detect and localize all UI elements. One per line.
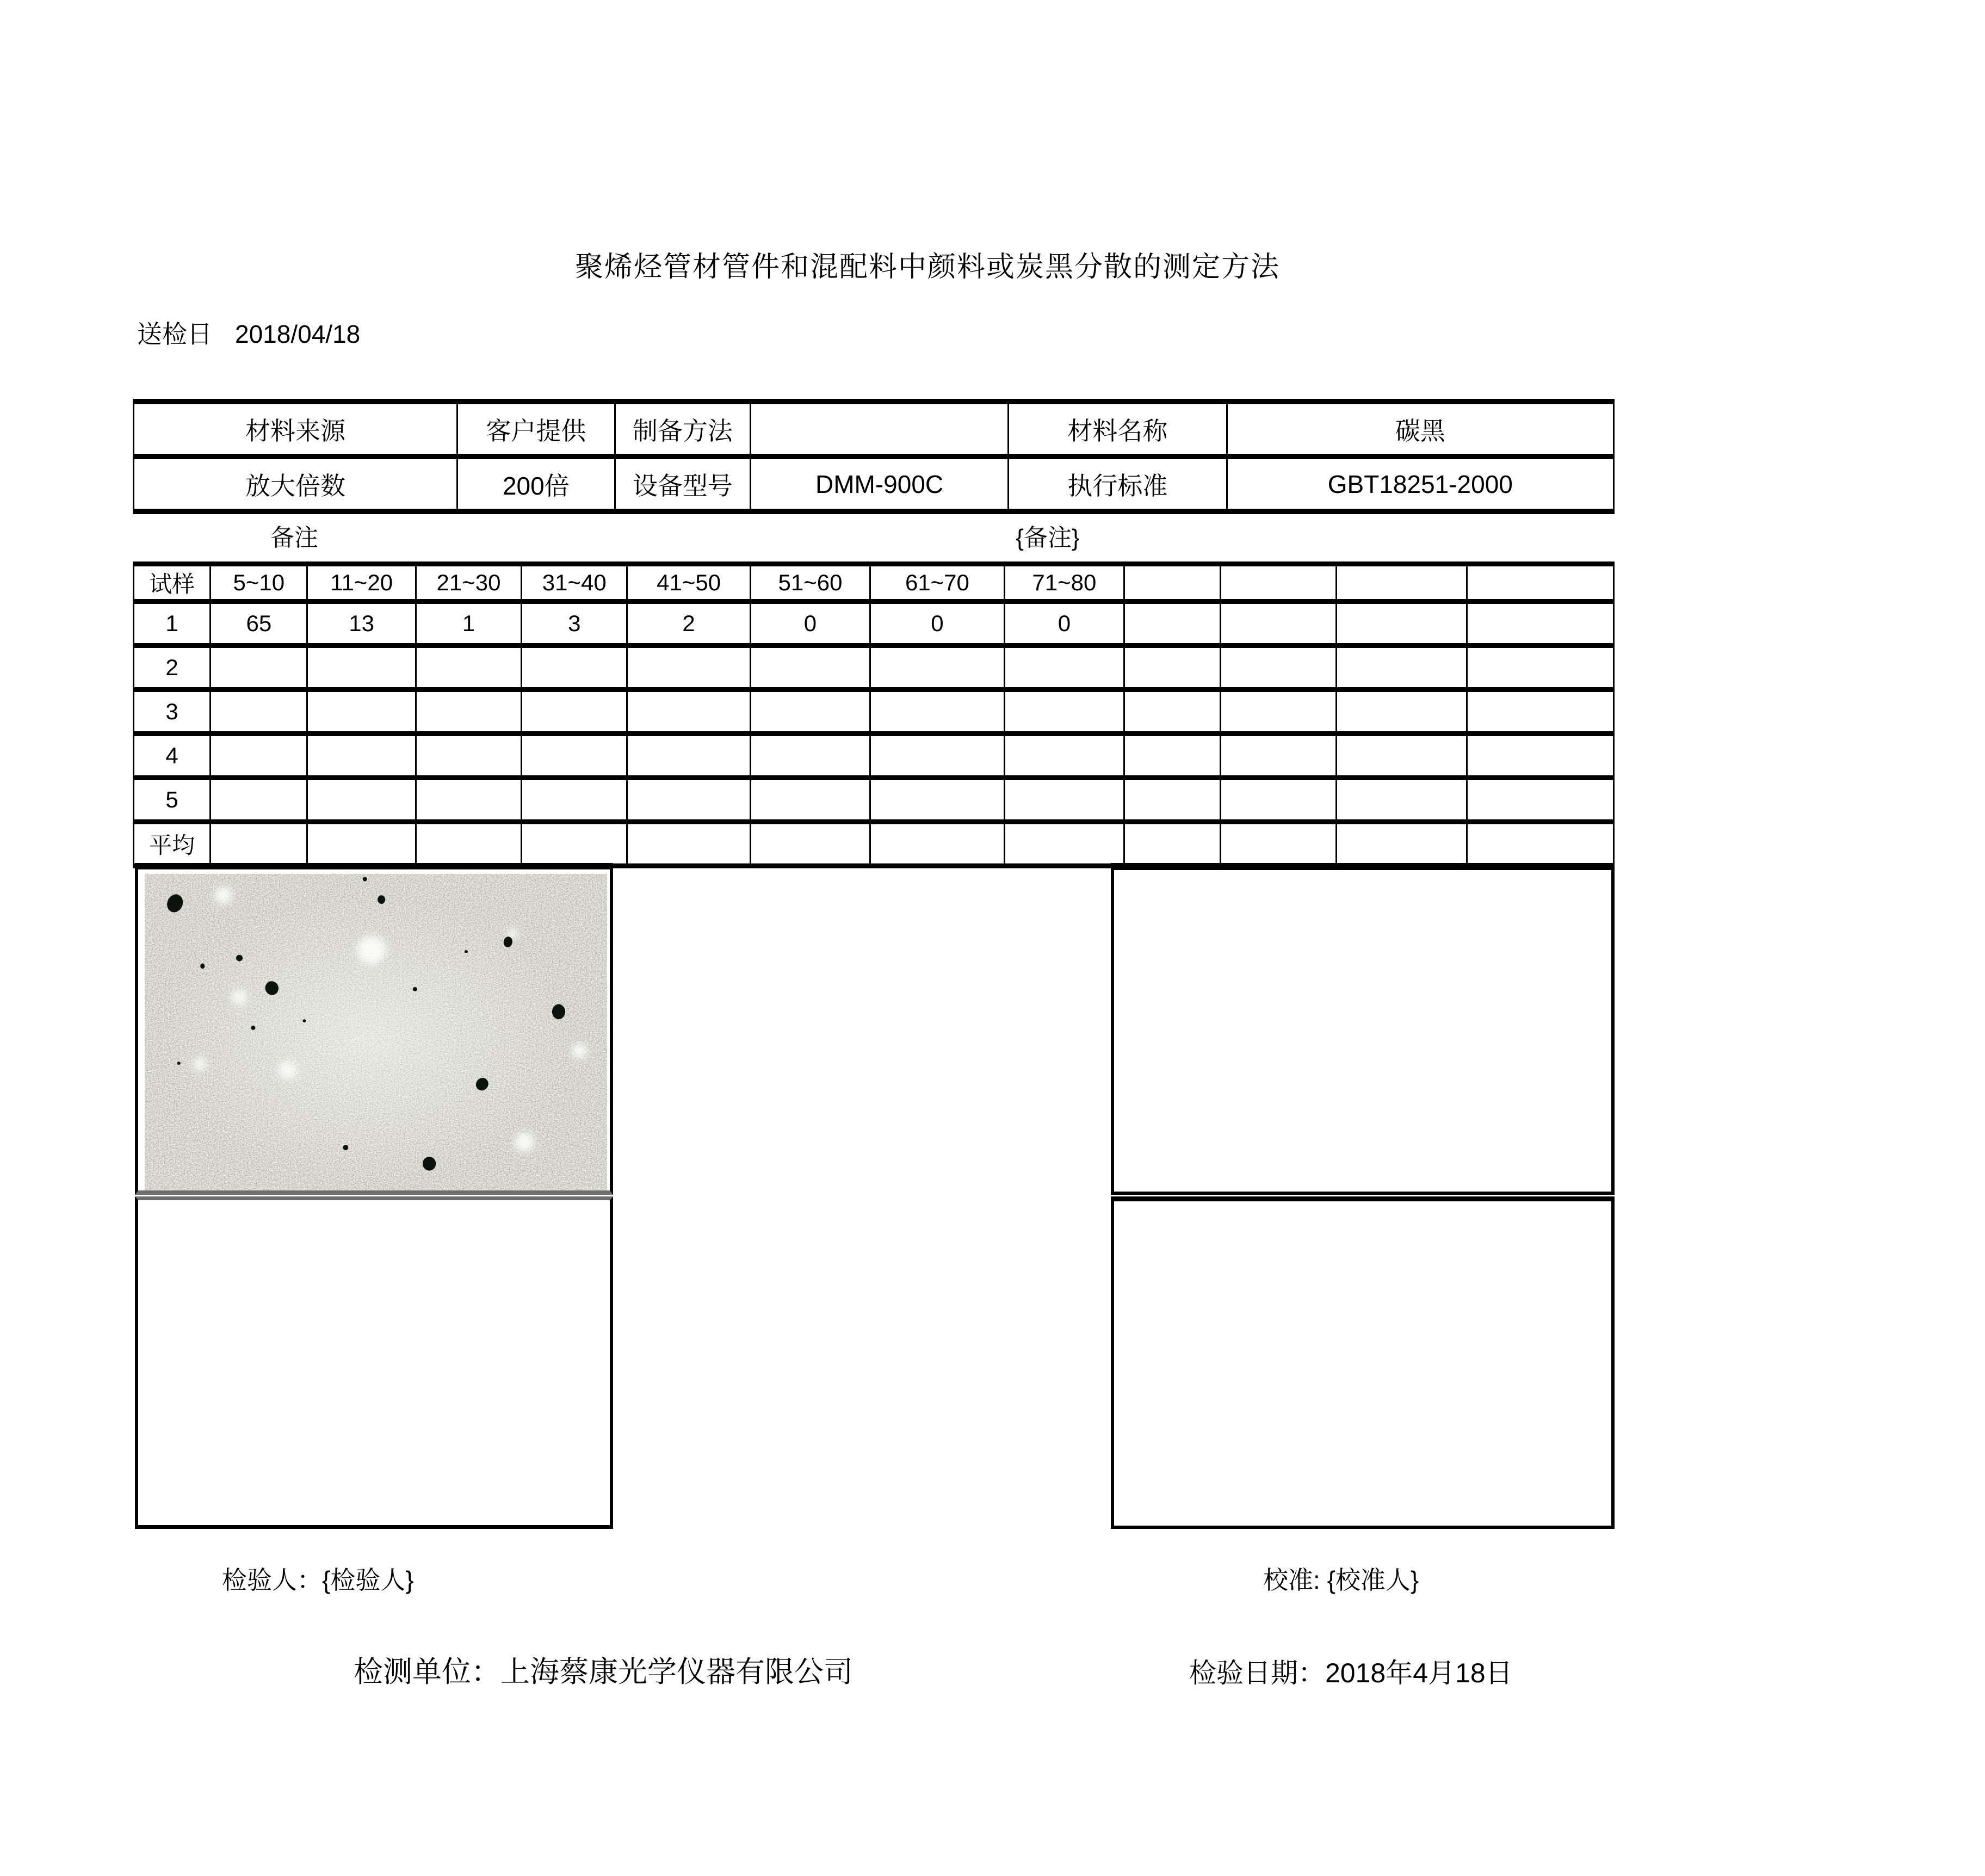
testing-unit-line xyxy=(354,1649,853,1690)
inspector-value: {检验人} xyxy=(322,1566,414,1594)
info-label-magnification: 放大倍数 xyxy=(134,456,457,511)
data-cell xyxy=(1124,778,1221,822)
row-label: 1 xyxy=(134,602,211,646)
header-cell-range: 71~80 xyxy=(1004,564,1124,602)
data-cell: 2 xyxy=(627,602,750,646)
data-table-row xyxy=(134,602,1614,646)
data-table-header-row xyxy=(134,564,1614,602)
data-cell xyxy=(750,734,870,778)
micrograph-box xyxy=(135,863,613,1195)
data-cell xyxy=(870,690,1005,734)
data-cell xyxy=(1467,778,1614,822)
right-empty-box-bottom xyxy=(1111,1196,1615,1529)
data-cell xyxy=(1004,822,1124,866)
data-cell xyxy=(522,778,627,822)
inspection-date-line xyxy=(1189,1651,1513,1690)
data-cell xyxy=(1336,602,1467,646)
data-cell xyxy=(870,822,1005,866)
data-cell xyxy=(1221,822,1336,866)
data-cell xyxy=(307,646,416,690)
info-label-device-model: 设备型号 xyxy=(615,456,751,511)
data-cell xyxy=(750,646,870,690)
remark-label: 备注 xyxy=(270,524,318,551)
info-value-device-model: DMM-900C xyxy=(751,456,1009,511)
info-label-material-source: 材料来源 xyxy=(134,402,457,456)
row-label-average: 平均 xyxy=(134,822,211,866)
data-cell xyxy=(1467,822,1614,866)
data-cell: 0 xyxy=(1004,602,1124,646)
info-value-material-source: 客户提供 xyxy=(457,402,615,456)
data-cell xyxy=(1004,646,1124,690)
right-empty-box-top xyxy=(1111,863,1615,1195)
data-cell: 3 xyxy=(522,602,627,646)
data-cell xyxy=(1004,778,1124,822)
data-cell xyxy=(211,734,307,778)
testing-unit-value: 上海蔡康光学仪器有限公司 xyxy=(500,1656,853,1688)
submission-date-line xyxy=(137,314,360,350)
data-cell xyxy=(627,734,750,778)
data-cell xyxy=(627,690,750,734)
data-cell xyxy=(1004,690,1124,734)
info-label-prep-method: 制备方法 xyxy=(615,402,751,456)
data-cell xyxy=(1124,690,1221,734)
data-cell xyxy=(211,822,307,866)
data-cell xyxy=(627,822,750,866)
calibrator-value: {校准人} xyxy=(1327,1566,1419,1594)
info-value-standard: GBT18251-2000 xyxy=(1227,456,1613,511)
header-cell-range: 51~60 xyxy=(750,564,870,602)
header-cell-range: 11~20 xyxy=(307,564,416,602)
data-cell xyxy=(522,646,627,690)
data-cell xyxy=(522,822,627,866)
calibrator-line xyxy=(1263,1560,1419,1596)
inspector-label: 检验人： xyxy=(222,1566,322,1594)
data-cell xyxy=(1124,646,1221,690)
data-cell: 1 xyxy=(416,602,521,646)
data-table-row xyxy=(134,778,1614,822)
info-table-row xyxy=(134,402,1614,456)
info-value-prep-method xyxy=(751,402,1009,456)
data-cell xyxy=(1221,778,1336,822)
data-cell xyxy=(416,646,521,690)
data-cell xyxy=(416,734,521,778)
header-cell-range: 41~50 xyxy=(627,564,750,602)
info-label-material-name: 材料名称 xyxy=(1009,402,1227,456)
info-table-row xyxy=(134,456,1614,511)
data-cell xyxy=(1336,646,1467,690)
data-cell xyxy=(307,690,416,734)
data-cell: 0 xyxy=(750,602,870,646)
data-cell xyxy=(1221,646,1336,690)
inspection-date-value: 2018年4月18日 xyxy=(1325,1658,1513,1688)
header-cell-empty xyxy=(1221,564,1336,602)
data-cell xyxy=(1467,602,1614,646)
header-cell-range: 21~30 xyxy=(416,564,521,602)
header-cell-empty xyxy=(1336,564,1467,602)
data-cell: 13 xyxy=(307,602,416,646)
data-cell xyxy=(1336,822,1467,866)
data-cell xyxy=(870,778,1005,822)
data-table-row xyxy=(134,690,1614,734)
testing-unit-label: 检测单位： xyxy=(354,1656,500,1688)
data-cell xyxy=(1467,646,1614,690)
data-cell xyxy=(416,822,521,866)
row-label: 3 xyxy=(134,690,211,734)
data-cell xyxy=(1004,734,1124,778)
data-cell xyxy=(416,690,521,734)
data-cell xyxy=(211,778,307,822)
data-cell xyxy=(750,822,870,866)
data-cell xyxy=(211,646,307,690)
inspector-line xyxy=(222,1560,414,1596)
submission-date-label: 送检日 xyxy=(137,320,212,348)
micrograph-texture xyxy=(145,874,607,1190)
data-cell xyxy=(307,822,416,866)
data-table-average-row xyxy=(134,822,1614,866)
data-cell xyxy=(307,734,416,778)
data-cell xyxy=(1124,734,1221,778)
data-cell: 0 xyxy=(870,602,1005,646)
data-cell xyxy=(1221,690,1336,734)
data-table-row xyxy=(134,646,1614,690)
data-cell: 65 xyxy=(211,602,307,646)
info-table xyxy=(133,399,1615,514)
data-cell xyxy=(1467,690,1614,734)
data-table xyxy=(133,561,1615,868)
page-title: 聚烯烃管材管件和混配料中颜料或炭黑分散的测定方法 xyxy=(574,251,1280,283)
data-cell xyxy=(1336,778,1467,822)
data-table-row xyxy=(134,734,1614,778)
data-cell xyxy=(1221,734,1336,778)
data-cell xyxy=(1221,602,1336,646)
data-cell xyxy=(1336,690,1467,734)
data-cell xyxy=(627,778,750,822)
data-cell xyxy=(1124,822,1221,866)
row-label: 5 xyxy=(134,778,211,822)
data-cell xyxy=(627,646,750,690)
micrograph-image xyxy=(145,874,607,1190)
data-cell xyxy=(522,690,627,734)
header-cell-range: 31~40 xyxy=(522,564,627,602)
info-value-magnification: 200倍 xyxy=(457,456,615,511)
inspection-date-label: 检验日期： xyxy=(1189,1658,1325,1688)
data-cell xyxy=(522,734,627,778)
info-value-material-name: 碳黑 xyxy=(1227,402,1613,456)
data-cell xyxy=(870,734,1005,778)
data-cell xyxy=(750,690,870,734)
left-empty-box xyxy=(135,1196,613,1529)
calibrator-label: 校准: xyxy=(1263,1566,1320,1594)
remark-placeholder: {备注} xyxy=(1016,524,1080,551)
header-cell-empty xyxy=(1467,564,1614,602)
data-cell xyxy=(416,778,521,822)
submission-date-value: 2018/04/18 xyxy=(235,320,361,348)
data-cell xyxy=(307,778,416,822)
data-cell xyxy=(1336,734,1467,778)
header-cell-range: 5~10 xyxy=(211,564,307,602)
row-label: 2 xyxy=(134,646,211,690)
data-cell xyxy=(1124,602,1221,646)
data-cell xyxy=(211,690,307,734)
data-cell xyxy=(1467,734,1614,778)
data-cell xyxy=(870,646,1005,690)
info-label-standard: 执行标准 xyxy=(1009,456,1227,511)
header-cell-range: 61~70 xyxy=(870,564,1005,602)
header-cell-sample: 试样 xyxy=(134,564,211,602)
data-cell xyxy=(750,778,870,822)
row-label: 4 xyxy=(134,734,211,778)
header-cell-empty xyxy=(1124,564,1221,602)
